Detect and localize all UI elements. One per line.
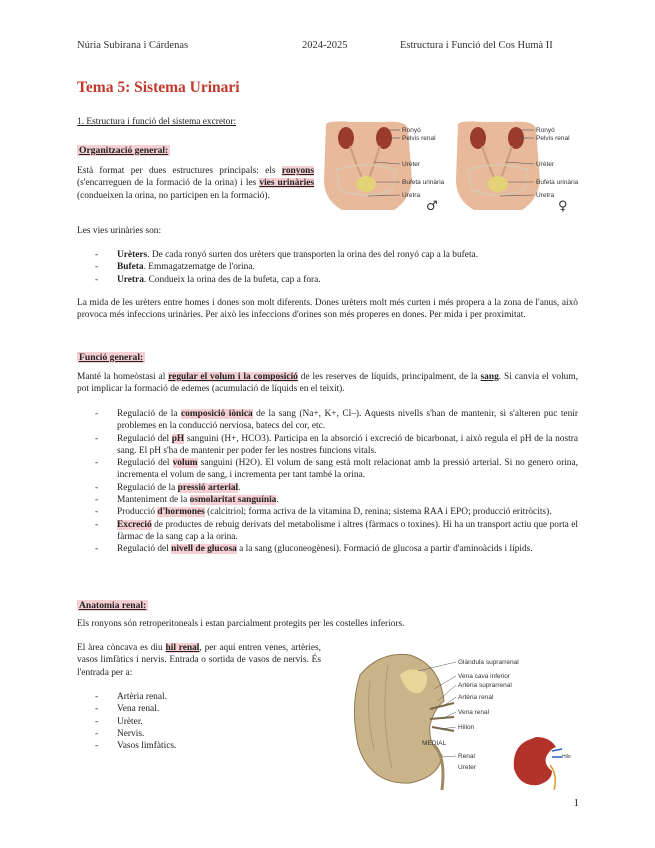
list-item: - Nervis. [95,728,295,740]
funcio-item-c: a la sang (gluconeogènesi). Formació de glucosa a partir d'aminoàcids i lípids. [236,544,533,555]
male-label-urethra: Uretra [402,192,421,199]
funcio-item-c: de productes de rebuig derivats del metabolisme i altres (fàrmacs o toxines). Hi ha un transport actiu que porta el fàrmac de la sang cap a la orina. [117,519,578,542]
anatomia-label: Anatomia renal: [79,600,147,611]
vies-label: Les vies urinàries son: [77,226,162,236]
funcio-intro-b: de les reserves de líquids, principalment, de la [297,372,481,382]
list-item [95,519,578,544]
kidney-label-ureter: Ureter [458,764,477,771]
list-item [95,433,578,458]
male-label-bladder: Bufeta urinària [402,179,445,186]
funcio-intro [77,371,578,396]
intro-text-c: (condueixen la orina, no participen en la formació). [77,190,270,201]
list-item: - Vena renal. [95,703,295,715]
funcio-item-c: de la sang (Na+, K+, Cl–). Aquests nivells s'han de mantenir, si s'alteren puc tenir problemes en la conducció nerviosa, batecs del cor, etc. [117,409,579,432]
vies-desc: . De cada ronyó surten dos urèters que transporten la orina des del ronyó cap a la bufeta. [147,250,479,260]
male-kidney-left [338,127,354,149]
list-item [95,261,575,273]
funcio-intro-a: Manté la homeòstasi al [77,372,169,382]
kidney-label-hilum: Hilion [458,724,475,731]
vies-term: Urèters [117,250,148,260]
urinary-system-svg [322,120,584,212]
funcio-item-c: sanguini (H+, HCO3). Participa en la absorció i excreció de bicarbonat, i això regula el pH de la nostra sang. El pH s'ha de mantenir per poder fer les nostres funcions vitals. [117,433,578,456]
vies-term: Uretra [117,274,144,285]
section-heading: 1. Estructura i funció del sistema excretor: [77,117,237,127]
female-label-bladder: Bufeta urinària [536,179,579,186]
funcio-item-b: d'hormones [157,507,205,518]
org-general-label: Organització general: [79,145,169,156]
anatomia-intro: Els ronyons són retroperitoneals i estan parcialment protegits per les costelles inferiors. [77,619,405,629]
hil-list [95,691,295,752]
funcio-item-b: pressió arterial [177,482,239,493]
intro-vies: vies urinàries [259,178,315,189]
page-title: Tema 5: Sistema Urinari [77,79,240,96]
funcio-item-c: . [276,495,279,506]
female-label-pelvis: Pelvis renal [536,135,570,142]
male-label-pelvis: Pelvis renal [402,135,436,142]
vies-list [95,249,575,286]
intro-text-b: (s'encarreguen de la formació de la orina) i les [77,178,260,189]
list-item: - Urèter. [95,716,295,728]
kidney-label-renal: Renal [458,753,475,760]
funcio-item-a: Producció [117,507,158,518]
kidney-label-suprarenal: Glàndula suprarrenal [458,659,519,666]
funcio-item-b: osmolaritat sanguínia [189,495,277,506]
funcio-item-c: sanguini (H2O). El volum de sang està molt relacionat amb la pressió arterial. Si no genero orina, incrementa el volum de sang, i incrementa per tant també la orina. [117,458,578,481]
funcio-item-a: Regulació del [117,458,173,469]
hil-paragraph [77,642,321,679]
kidney-label-vena-renal: Vena renal [458,709,490,716]
vies-desc: . Condueix la orina des de la bufeta, cap a fora. [143,274,321,285]
hil-text-a: El àrea còncava es diu [77,643,166,653]
funcio-item-a: Manteniment de la [117,495,190,506]
kidney-label-art-suprarenal: Artèria suprarrenal [458,682,512,689]
funcio-intro-c: . Si canvia el volum, pot implicar la formació de edemes (acumulació de líquids en el teixit). [77,372,578,395]
female-kidney-left [470,127,486,149]
urinary-system-figure [322,120,584,212]
kidney-label-vena-cava: Vena cava inferior [458,673,511,680]
male-symbol-icon: ♂ [426,199,438,212]
header-year: 2024-2025 [302,40,348,51]
female-label-kidney: Ronyó [536,127,555,134]
mida-paragraph: La mida de les urèters entre homes i dones son molt diferents. Dones urèters molt més curten i més propera a la zona de l'anus, això provoca més infeccions urinàries. Per això les infeccions d'orines son més properes en dones. Per mida i per proximitat. [77,298,578,321]
intro-paragraph [77,165,314,202]
list-item [95,408,578,433]
vies-desc: . Emmagatzematge de l'orina. [143,262,255,273]
female-label-ureter: Urèter [536,161,555,168]
funcio-item-a: Regulació del [117,433,172,444]
funcio-item-c: (calcitriol; forma activa de la vitamina D, renina; sistema RAA i EPO; producció eritròcits). [204,507,552,518]
funcio-item-b: pH [171,433,185,444]
header-course: Estructura i Funció del Cos Humà II [400,40,553,51]
funcio-list [95,408,578,556]
list-item [95,249,575,261]
funcio-item-b: Excreció [117,519,152,530]
funcio-item-a: Regulació de la [117,482,178,493]
male-label-kidney: Ronyó [402,127,421,134]
small-kidney-label: Hilo [562,754,571,760]
intro-text-a: Està format per dues estructures principals: els [77,166,282,176]
funcio-item-a: Regulació de la [117,409,182,419]
hil-text-b: hil renal [165,643,200,653]
male-bladder [356,176,376,192]
list-item [95,274,575,286]
funcio-intro-hl: regular el volum i la composició [168,372,298,382]
kidney-figure [330,645,582,790]
small-kidney-vessels [552,749,562,757]
kidney-label-medial: MEDIAL [422,740,447,747]
org-general-heading [77,140,170,158]
female-symbol-icon: ♀ [558,199,568,212]
funcio-item-b: nivell de glucosa [171,544,237,555]
intro-ronyons: ronyons [281,166,314,176]
anatomia-heading [77,595,148,613]
list-item: - Vasos limfàtics. [95,740,295,752]
hil-text-c: , per aquí entren venes, artèries, vasos limfàtics i nervis. Entrada o sortida de vasos de nervis. És l'entrada per a: [77,643,321,678]
list-item [95,482,578,494]
hilum-vessels [430,703,454,731]
funcio-item-a: Regulació del [117,544,172,555]
kidney-svg [330,645,582,790]
page-number: 1 [573,797,579,809]
kidney-label-art-renal: Artèria renal [458,694,494,701]
funcio-item-b: volum [172,458,198,469]
vies-term: Bufeta [117,262,144,273]
funcio-intro-sang: sang [480,372,499,382]
list-item [95,494,578,506]
small-kidney-ureter [550,765,555,790]
funcio-heading [77,347,145,365]
female-bladder [488,176,508,192]
funcio-item-c: . [238,482,241,493]
funcio-label: Funció general: [79,352,144,363]
small-kidney-shape [514,737,556,785]
list-item [95,506,578,518]
funcio-item-b: composició iònica [181,409,253,419]
header-author: Núria Subirana i Cárdenas [77,40,189,51]
list-item: - Artèria renal. [95,691,295,703]
list-item [95,457,578,482]
male-label-ureter: Urèter [402,161,421,168]
list-item [95,543,578,555]
female-label-urethra: Uretra [536,192,555,199]
